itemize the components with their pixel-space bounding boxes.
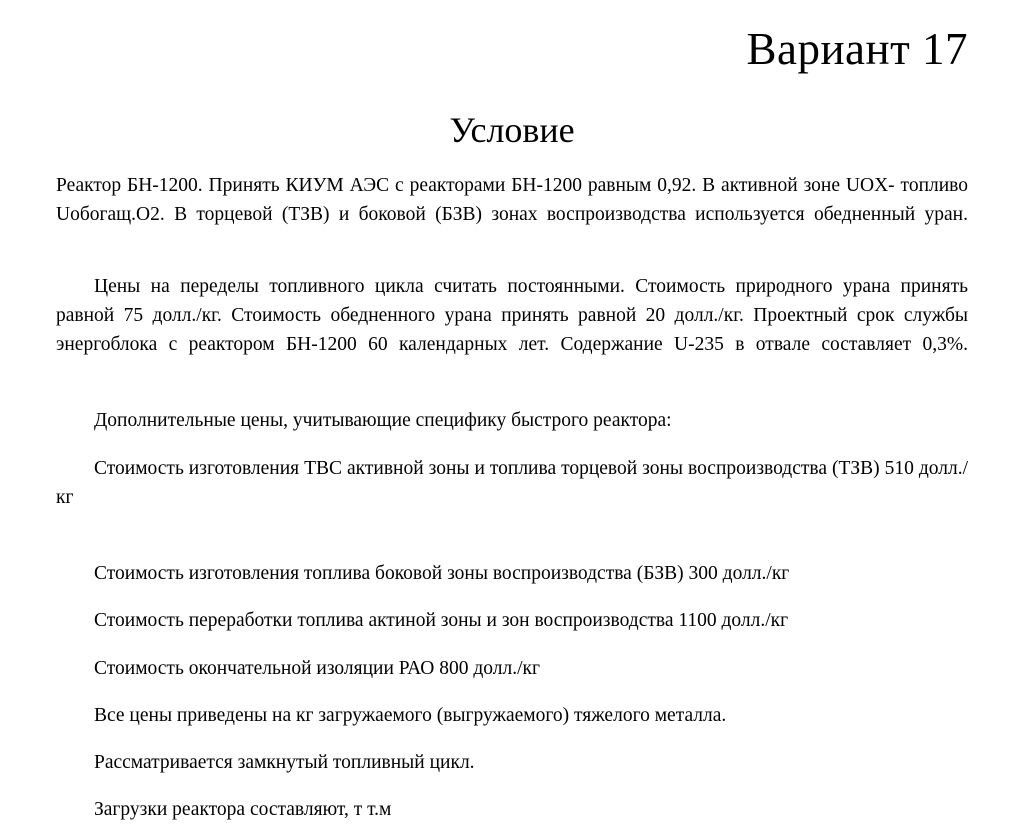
body-content (56, 171, 968, 824)
list-item-core-and-axial-blanket-fabrication-cost (56, 454, 968, 542)
list-item-additional-prices-heading: Дополнительные цены, учитывающие специфику быстрого реактора: (94, 410, 672, 432)
paragraph-price-assumptions: Цены на переделы топливного цикла считать постоянными. Стоимость природного урана принять равной 75 долл./кг. Стоимость обедненного урана принять равной 20 долл./кг. Проектный срок службы энергоблока с реактором БН-1200 60 календарных лет. Содержание U-235 в отвале составляет 0,3%. (56, 275, 968, 356)
list-item-reprocessing-cost: Стоимость переработки топлива актиной зоны и зон воспроизводства 1100 долл./кг (94, 610, 789, 632)
list-item-waste-disposal-cost: Стоимость окончательной изоляции РАО 800 долл./кг (94, 657, 540, 679)
list-item-radial-blanket-fabrication-cost: Стоимость изготовления топлива боковой зоны воспроизводства (БЗВ) 300 долл./кг (94, 563, 790, 585)
list-item-price-basis-note: Все цены приведены на кг загружаемого (выгружаемого) тяжелого металла. (94, 704, 727, 726)
list-item-text: Стоимость изготовления ТВС активной зоны и топлива торцевой зоны воспроизводства (ТЗВ) 510 долл./кг (56, 457, 968, 508)
paragraph-reactor-description: Реактор БН-1200. Принять КИУМ АЭС с реакторами БН-1200 равным 0,92. В активной зоне UOX- топливо Uобогащ.O2. В торцевой (ТЗВ) и боковой (БЗВ) зонах воспроизводства используется обедненный уран. (56, 175, 968, 226)
list-item-closed-fuel-cycle-note: Рассматривается замкнутый топливный цикл. (94, 752, 475, 774)
page-title: Вариант 17 (746, 24, 968, 74)
section-heading: Условие (449, 110, 575, 150)
list-item-reactor-loadings-note: Загрузки реактора составляют, т т.м (94, 799, 392, 821)
